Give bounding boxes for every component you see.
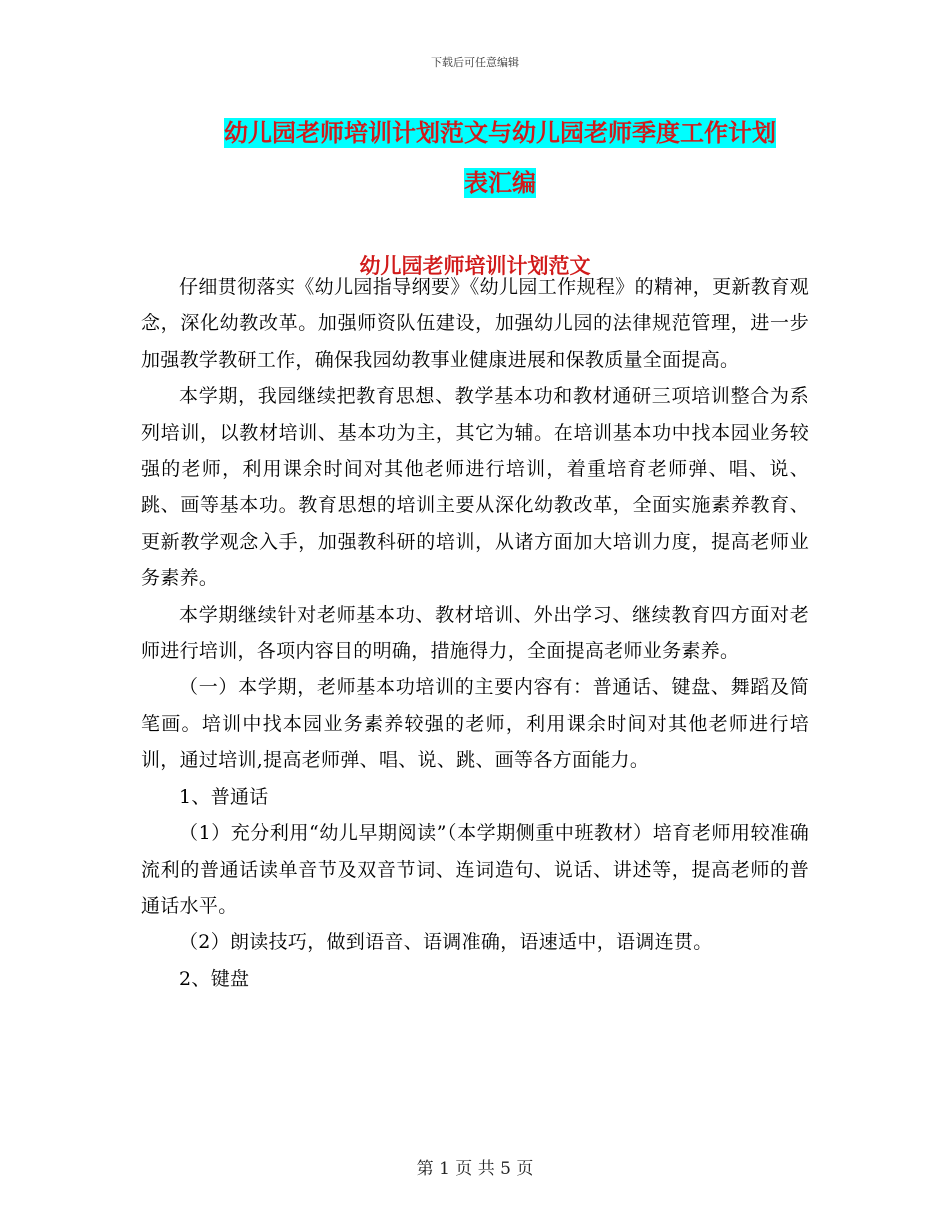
document-body bbox=[141, 269, 809, 997]
paragraph: （1）充分利用“幼儿早期阅读”（本学期侧重中班教材）培育老师用较准确流利的普通话读单音节及双音节词、连词造句、说话、讲述等，提高老师的普通话水平。 bbox=[141, 822, 809, 917]
paragraph: （一）本学期，老师基本功培训的主要内容有：普通话、键盘、舞蹈及简笔画。培训中找本园业务素养较强的老师，利用课余时间对其他老师进行培训，通过培训,提高老师弹、唱、说、跳、画等各方面能力。 bbox=[141, 676, 809, 772]
document-title-line1: 幼儿园老师培训计划范文与幼儿园老师季度工作计划 bbox=[224, 119, 776, 147]
page-number: 第 1 页 共 5 页 bbox=[416, 1159, 534, 1179]
paragraph: 本学期继续针对老师基本功、教材培训、外出学习、继续教育四方面对老师进行培训，各项内容目的明确，措施得力，全面提高老师业务素养。 bbox=[141, 603, 809, 663]
document-title bbox=[150, 108, 850, 208]
paragraph: 本学期，我园继续把教育思想、教学基本功和教材通研三项培训整合为系列培训，以教材培训、基本功为主，其它为辅。在培训基本功中找本园业务较强的老师，利用课余时间对其他老师进行培训，着重培育老师弹、唱、说、跳、画等基本功。教育思想的培训主要从深化幼教改革，全面实施素养教育、更新教学观念入手，加强教科研的培训，从诸方面加大培训力度，提高老师业务素养。 bbox=[141, 385, 809, 590]
header-note: 下载后可任意编辑 bbox=[431, 56, 519, 69]
document-title-line2: 表汇编 bbox=[464, 169, 536, 197]
paragraph: （2）朗读技巧，做到语音、语调准确，语速适中，语调连贯。 bbox=[179, 931, 713, 954]
paragraph: 仔细贯彻落实《幼儿园指导纲要》《幼儿园工作规程》的精神，更新教育观念，深化幼教改革。加强师资队伍建设，加强幼儿园的法律规范管理，进一步加强教学教研工作，确保我园幼教事业健康进展和保教质量全面提高。 bbox=[141, 276, 809, 371]
paragraph-heading: 2、键盘 bbox=[179, 967, 250, 990]
paragraph-heading: 1、普通话 bbox=[179, 785, 269, 808]
section-title: 幼儿园老师培训计划范文 bbox=[359, 254, 591, 278]
